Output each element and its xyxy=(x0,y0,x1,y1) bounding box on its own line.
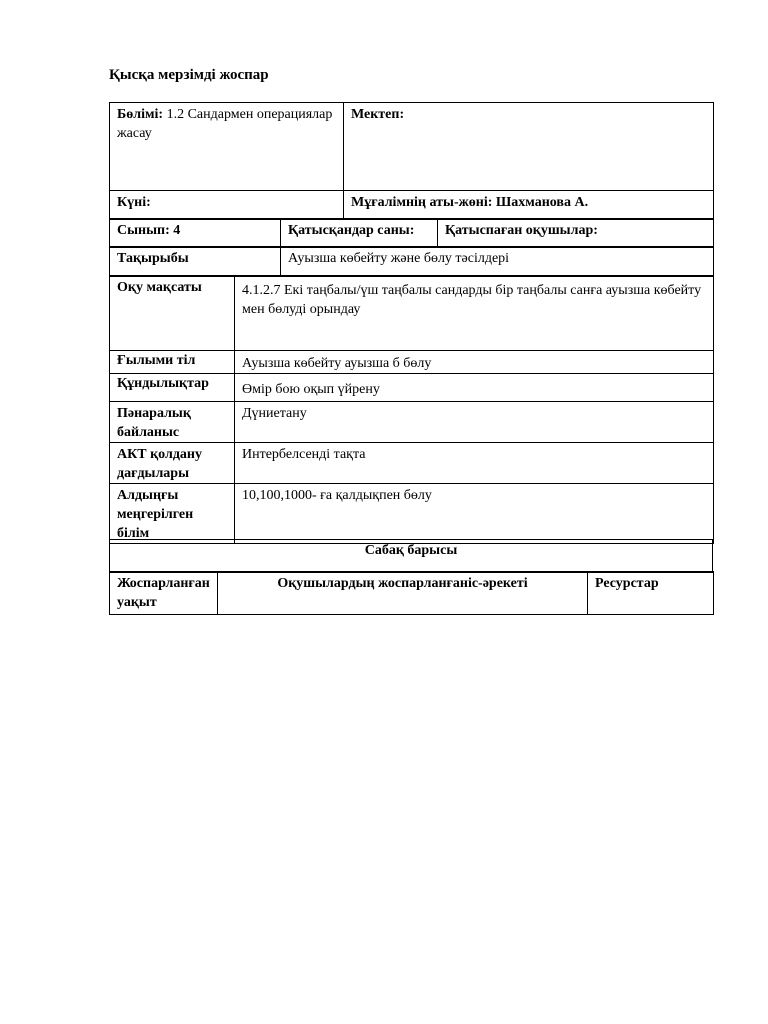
progress-columns-table xyxy=(109,571,714,615)
school-cell: Мектеп: xyxy=(344,103,714,191)
col-activity: Оқушылардың жоспарланғаніс-әрекеті xyxy=(218,572,588,615)
progress-header-table xyxy=(109,539,713,573)
col-time: Жоспарланған уақыт xyxy=(110,572,218,615)
section-label: Бөлімі: xyxy=(117,107,164,122)
interdisc-label: Пәнаралық байланыс xyxy=(110,402,235,443)
ict-label: АКТ қолдану дағдылары xyxy=(110,443,235,484)
ict-value: Интербелсенді тақта xyxy=(235,443,714,484)
topic-label: Тақырыбы xyxy=(110,247,281,277)
details-table xyxy=(109,275,714,544)
date-cell: Күні: xyxy=(110,191,344,220)
prior-label: Алдыңғы меңгерілген білім xyxy=(110,484,235,544)
section-value: 1.2 Сандармен операциялар жасау xyxy=(117,107,333,141)
header-table xyxy=(109,102,714,220)
goal-value: 4.1.2.7 Екі таңбалы/үш таңбалы сандарды бір таңбалы санға ауызша көбейту мен бөлуді орындау xyxy=(235,276,714,351)
teacher-cell: Мұғалімнің аты-жөні: Шахманова А. xyxy=(344,191,714,220)
vocab-label: Ғылыми тіл xyxy=(110,351,235,374)
progress-header: Сабақ барысы xyxy=(110,540,713,573)
section-cell xyxy=(110,103,344,191)
topic-table xyxy=(109,246,714,277)
interdisc-value: Дүниетану xyxy=(235,402,714,443)
col-resources: Ресурстар xyxy=(588,572,714,615)
class-cell: Сынып: 4 xyxy=(110,219,281,248)
goal-label: Оқу мақсаты xyxy=(110,276,235,351)
prior-value: 10,100,1000- ға қалдықпен бөлу xyxy=(235,484,714,544)
present-cell: Қатысқандар саны: xyxy=(281,219,438,248)
class-table xyxy=(109,218,714,248)
values-value: Өмір бою оқып үйрену xyxy=(235,374,714,402)
vocab-value: Ауызша көбейту ауызша б бөлу xyxy=(235,351,714,374)
page-title: Қысқа мерзімді жоспар xyxy=(109,67,269,83)
values-label: Құндылықтар xyxy=(110,374,235,402)
topic-value: Ауызша көбейту және бөлу тәсілдері xyxy=(281,247,714,277)
absent-cell: Қатыспаған оқушылар: xyxy=(438,219,714,248)
